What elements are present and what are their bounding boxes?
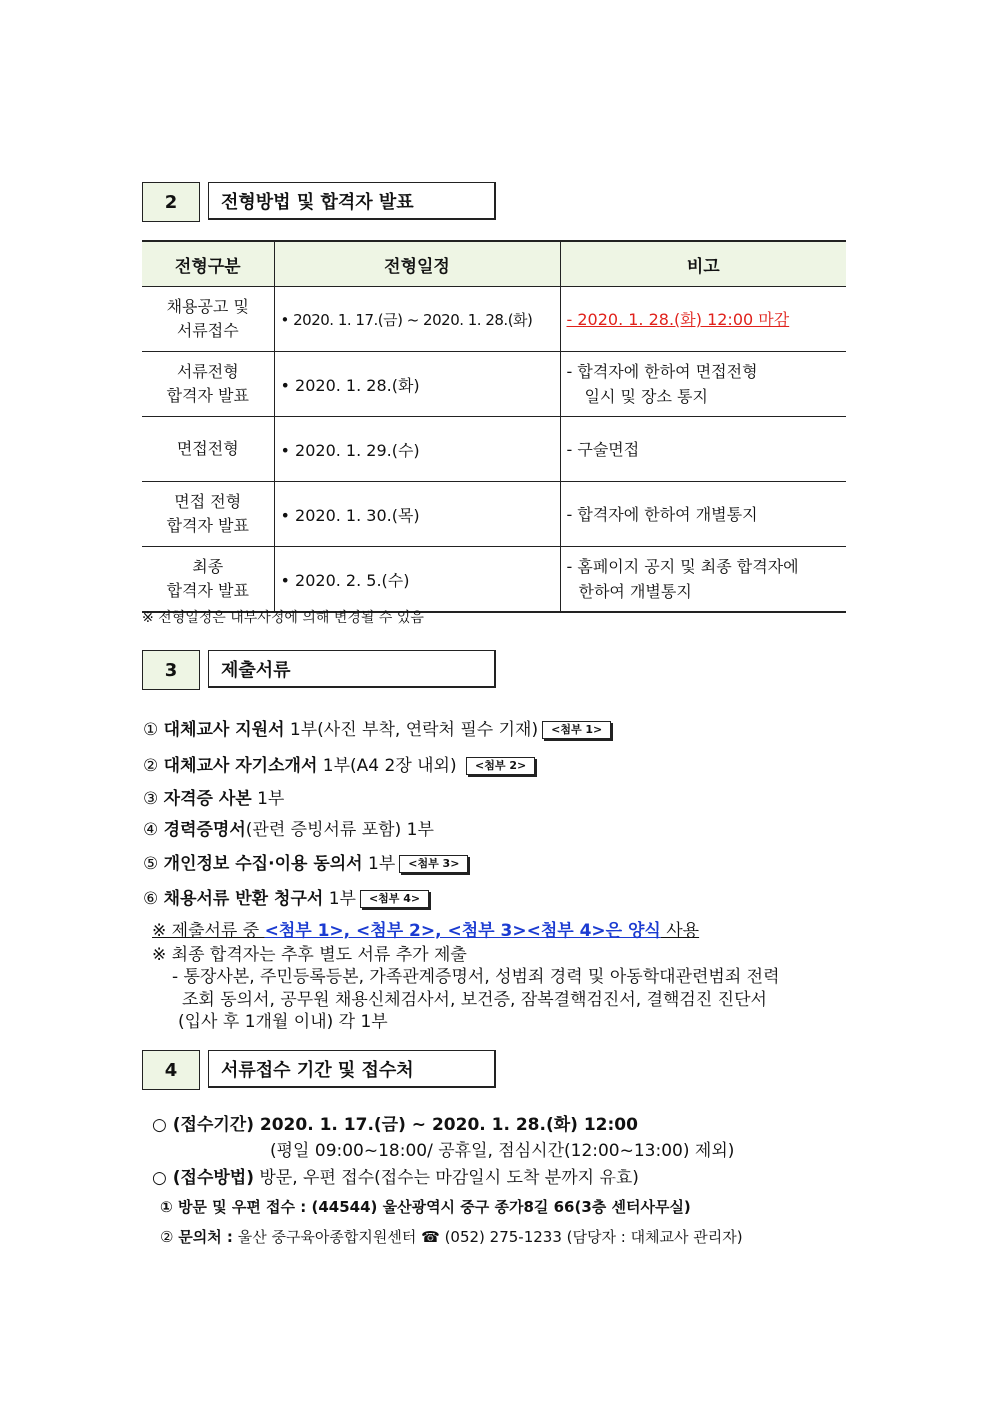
note-prefix: ※ 제출서류 중 <box>152 921 265 941</box>
row-type-line: 최종 <box>192 557 224 576</box>
table-row <box>142 547 846 613</box>
item-mark: ③ <box>143 789 159 809</box>
section-number: 2 <box>142 182 200 222</box>
method-value: 방문, 우편 접수(접수는 마감일시 도착 분까지 유효) <box>253 1168 639 1188</box>
row-type-line: 서류전형 <box>176 362 239 381</box>
item-mark: ⑥ <box>143 889 159 909</box>
form-note <box>152 916 699 941</box>
note-suffix: 사용 <box>660 921 700 941</box>
contact-label: 문의처 : <box>178 1228 233 1246</box>
row-date: • 2020. 1. 29.(수) <box>274 417 560 482</box>
deadline-note: - 2020. 1. 28.(화) 12:00 마감 <box>566 309 790 329</box>
table-header-row <box>142 241 846 287</box>
row-type <box>142 482 274 547</box>
row-note <box>560 352 846 417</box>
method-label: ○ (접수방법) <box>152 1168 254 1188</box>
attachment-tag: <첨부 1> <box>542 721 611 739</box>
row-type-line: 채용공고 및 <box>166 297 249 316</box>
application-period <box>152 1110 638 1135</box>
item-detail: 1부(A4 2장 내외) <box>317 756 457 776</box>
attachment-list: <첨부 1>, <첨부 2>, <첨부 3><첨부 4>은 양식 <box>264 921 661 941</box>
col-header-schedule: 전형일정 <box>274 241 560 287</box>
document-item <box>143 815 434 840</box>
address-line <box>160 1196 691 1217</box>
extra-docs-line: 조회 동의서, 공무원 채용신체검사서, 보건증, 잠복결핵검진서, 결핵검진 진단서 <box>182 990 767 1010</box>
document-item <box>143 715 611 740</box>
attachment-tag: <첨부 4> <box>360 890 429 908</box>
attachment-tag: <첨부 2> <box>466 757 535 775</box>
row-date: • 2020. 1. 30.(목) <box>274 482 560 547</box>
item-name: 채용서류 반환 청구서 <box>163 889 324 909</box>
item-detail: (관련 증빙서류 포함) 1부 <box>245 820 434 840</box>
row-note <box>560 547 846 613</box>
item-name: 경력증명서 <box>163 820 246 840</box>
schedule-table <box>142 240 846 613</box>
section-title: 제출서류 <box>208 650 496 688</box>
table-row <box>142 417 846 482</box>
row-note-line: - 합격자에 한하여 면접전형 <box>566 362 758 381</box>
row-note-line: - 홈페이지 공지 및 최종 합격자에 <box>566 557 799 576</box>
item-mark: ② <box>160 1228 174 1246</box>
extra-docs-line: - 통장사본, 주민등록등본, 가족관계증명서, 성범죄 경력 및 아동학대관련범죄 전력 <box>172 967 780 987</box>
document-item <box>143 884 429 909</box>
section-number: 4 <box>142 1050 200 1090</box>
period-label: ○ (접수기간) <box>152 1115 254 1135</box>
item-mark: ① <box>143 720 159 740</box>
table-row <box>142 287 846 352</box>
col-header-note: 비고 <box>560 241 846 287</box>
item-name: 대체교사 자기소개서 <box>163 756 318 776</box>
row-date: • 2020. 1. 17.(금) ~ 2020. 1. 28.(화) <box>274 287 560 352</box>
item-detail: 1부 <box>323 889 356 909</box>
row-date: • 2020. 1. 28.(화) <box>274 352 560 417</box>
item-name: 개인정보 수집·이용 동의서 <box>163 854 363 874</box>
item-detail: 1부 <box>251 789 285 809</box>
schedule-footnote: ※ 전형일정은 내부사정에 의해 변경될 수 있음 <box>142 610 424 626</box>
attachment-tag: <첨부 3> <box>399 855 468 873</box>
table-row <box>142 352 846 417</box>
row-date: • 2020. 2. 5.(수) <box>274 547 560 613</box>
address-text: 방문 및 우편 접수 : (44544) 울산광역시 중구 종가8길 66(3층 센터사무실) <box>177 1198 691 1216</box>
item-mark: ② <box>143 756 159 776</box>
item-mark: ① <box>160 1198 173 1216</box>
col-header-type: 전형구분 <box>142 241 274 287</box>
row-note: - 합격자에 한하여 개별통지 <box>560 482 846 547</box>
document-item <box>143 751 535 776</box>
contact-line <box>160 1226 743 1247</box>
row-type-line: 합격자 발표 <box>166 386 249 405</box>
item-mark: ⑤ <box>143 854 159 874</box>
row-type <box>142 352 274 417</box>
item-name: 자격증 사본 <box>163 789 252 809</box>
row-note <box>560 287 846 352</box>
application-method <box>152 1163 639 1188</box>
document-item <box>143 849 468 874</box>
document-item <box>143 784 284 809</box>
row-type <box>142 287 274 352</box>
row-note-line: 일시 및 장소 통지 <box>584 387 708 406</box>
extra-docs-line: (입사 후 1개월 이내) 각 1부 <box>178 1012 388 1032</box>
item-name: 대체교사 지원서 <box>163 720 285 740</box>
final-note: ※ 최종 합격자는 추후 별도 서류 추가 제출 <box>152 945 467 965</box>
row-note-line: 한하여 개별통지 <box>578 582 692 601</box>
row-type-line: 서류접수 <box>176 321 239 340</box>
row-note: - 구술면접 <box>560 417 846 482</box>
period-value: 2020. 1. 17.(금) ~ 2020. 1. 28.(화) 12:00 <box>253 1115 638 1135</box>
row-type-line: 합격자 발표 <box>166 581 249 600</box>
item-mark: ④ <box>143 820 159 840</box>
item-detail: 1부(사진 부착, 연락처 필수 기재) <box>284 720 539 740</box>
row-type <box>142 547 274 613</box>
row-type-line: 면접 전형 <box>174 492 242 511</box>
section-title: 서류접수 기간 및 접수처 <box>208 1050 496 1088</box>
table-row <box>142 482 846 547</box>
row-type: 면접전형 <box>142 417 274 482</box>
section-title: 전형방법 및 합격자 발표 <box>208 182 496 220</box>
row-type-line: 합격자 발표 <box>166 516 249 535</box>
contact-value: 울산 중구육아종합지원센터 ☎ (052) 275-1233 (담당자 : 대체교사 관리자) <box>232 1228 743 1246</box>
section-number: 3 <box>142 650 200 690</box>
item-detail: 1부 <box>362 854 396 874</box>
period-detail: (평일 09:00~18:00/ 공휴일, 점심시간(12:00~13:00) 제외) <box>270 1141 735 1161</box>
